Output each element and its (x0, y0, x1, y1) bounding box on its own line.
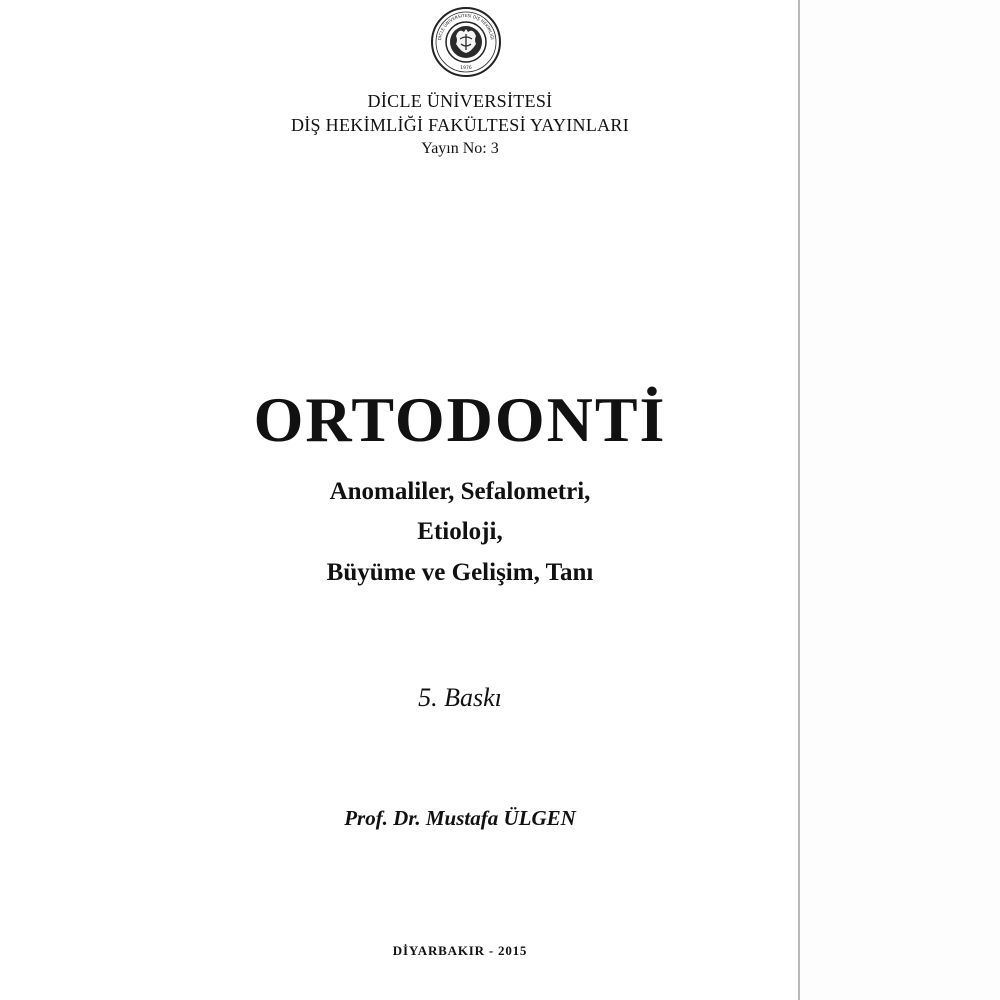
university-seal-icon (430, 6, 502, 78)
edition-label: 5. Baskı (418, 683, 502, 712)
author-name: Prof. Dr. Mustafa ÜLGEN (344, 806, 576, 830)
right-blank-margin (800, 0, 1000, 1000)
publisher-university: DİCLE ÜNİVERSİTESİ (367, 91, 553, 111)
subtitle-line-3: Büyüme ve Gelişim, Tanı (326, 559, 594, 586)
publisher-faculty: DİŞ HEKİMLİĞİ FAKÜLTESİ YAYINLARI (290, 115, 630, 135)
book-title: ORTODONTİ (253, 384, 667, 455)
series-number: Yayın No: 3 (421, 140, 499, 157)
subtitle-line-2: Etioloji, (417, 518, 503, 545)
seal-legend-text: DİCLE ÜNİVERSİTESİ DİŞ HEKİMLİĞİ (437, 12, 495, 41)
subtitle-line-1: Anomaliler, Sefalometri, (329, 478, 591, 505)
place-and-year: DİYARBAKIR - 2015 (392, 943, 528, 958)
seal-year: 1976 (460, 66, 472, 71)
